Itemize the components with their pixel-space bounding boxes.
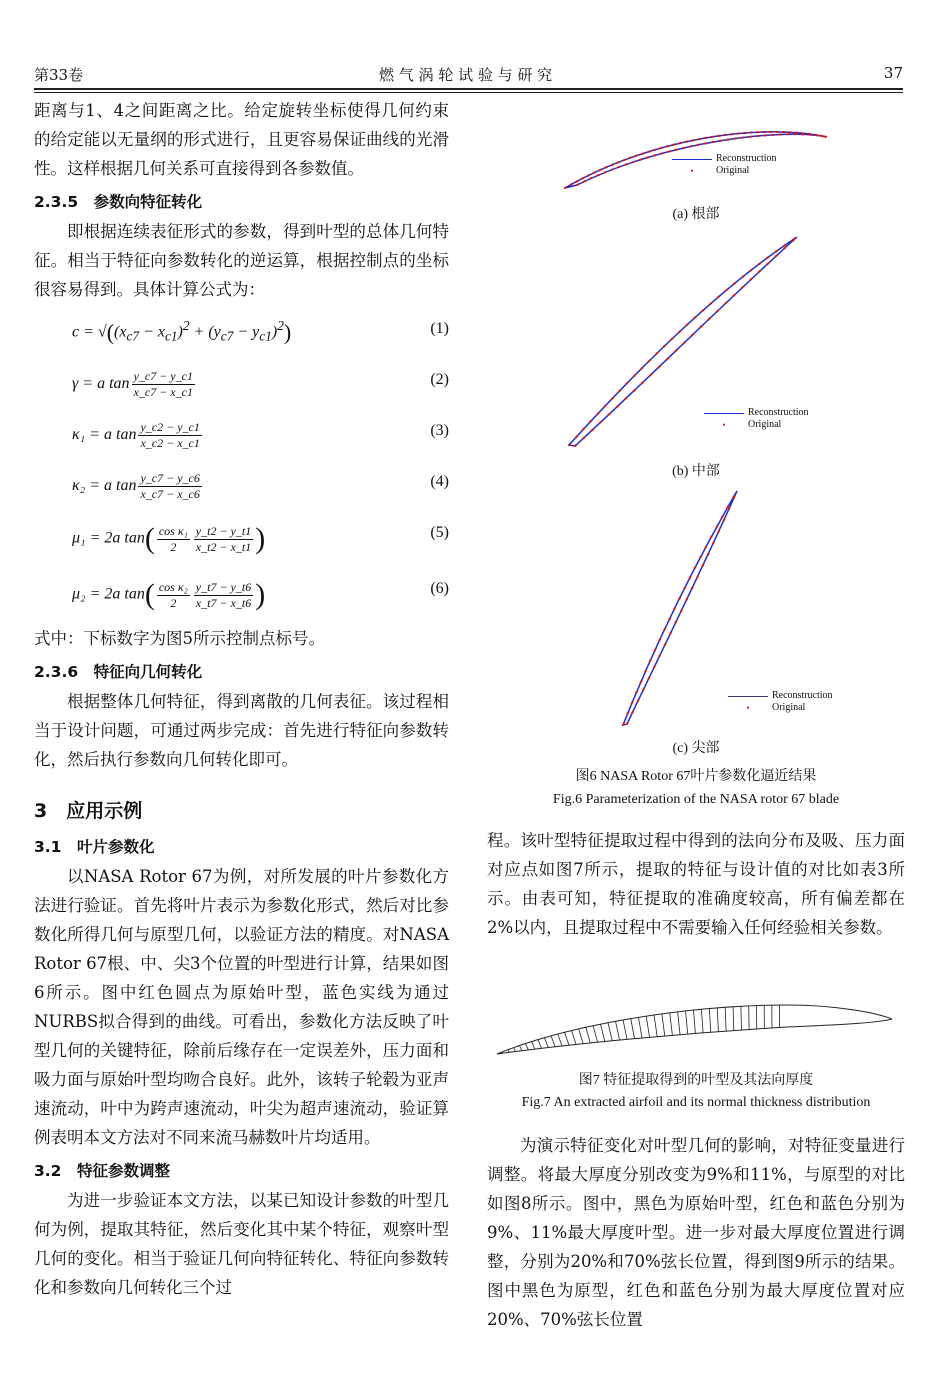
thickness-line — [593, 1026, 597, 1042]
section-heading-2-3-5: 2.3.5 参数向特征转化 — [34, 193, 203, 211]
thickness-line — [538, 1040, 542, 1049]
thickness-line — [601, 1024, 605, 1041]
paragraph: 以NASA Rotor 67为例，对所发展的叶片参数化方法进行验证。首先将叶片表示为参数化形式，然后对比参数化所得几何与原型几何，以验证方法的精度。对NASA Rotor 67根、中、尖3个位置的叶型进行计算，结果如图6所示。图中红色圆点为原始叶型，蓝色实线为通过NURBS拟合得到的曲线。可看出，参数化方法反映了叶型几何的关键特征，除前后缘存在一定误差外，压力面和吸力面与原始叶型均吻合良好。此外，该转子轮毂为亚声速流动，叶中为跨声速流动，叶尖为超声速流动，验证算例表明本文方法对不同来流马赫数叶片均适用。 — [34, 867, 449, 1147]
thickness-line — [631, 1019, 635, 1039]
thickness-line — [709, 1009, 710, 1033]
thickness-line — [519, 1046, 521, 1051]
left-column — [34, 96, 449, 1302]
equation-5: μ₁ = 2a tan( $\frac{\text{cos κ₁}}{2}$ $\frac{y\_t2 - y\_t1}{x\_t2 - x\_t1}$ ) (5) — [72, 522, 449, 555]
thickness-line — [551, 1036, 555, 1047]
paragraph: 为进一步验证本文方法，以某已知设计参数的叶型几何为例，提取其特征，然后变化其中某个特征，观察叶型几何的变化。相当于验证几何向特征转化、特征向参数转化和参数向几何转化三个过 — [34, 1191, 449, 1297]
header-rule-thin — [34, 92, 903, 93]
figure-7 — [487, 985, 905, 1120]
paragraph: 式中：下标数字为图5所示控制点标号。 — [34, 629, 325, 648]
fig7-caption-cn: 图7 特征提取得到的叶型及其法向厚度 — [578, 1073, 814, 1088]
thickness-line — [565, 1032, 569, 1045]
fig6b-sublabel: (b) 中部 — [672, 464, 720, 479]
thickness-line — [586, 1027, 590, 1043]
paragraph: 程。该叶型特征提取过程中得到的法向分布及吸、压力面对应点如图7所示，提取的特征与设计值的对比如表3所示。由表可知，特征提取的准确度较高，所有偏差都在2%以内，且提取过程中不需要输入任何经验相关参数。 — [487, 831, 905, 937]
thickness-line — [678, 1012, 680, 1035]
thickness-line — [623, 1020, 627, 1039]
thickness-line — [608, 1023, 612, 1041]
fig6c-airfoil — [623, 491, 737, 725]
thickness-line — [558, 1034, 562, 1046]
paragraph: 为演示特征变化对叶型几何的影响，对特征变量进行调整。将最大厚度分别改变为9%和11%，与原型的对比如图8所示。图中，黑色为原始叶型，红色和蓝色分别为9%、11%最大厚度叶型。进一步对最大厚度位置进行调整，分别为20%和70%弦长位置，得到图9所示的结果。图中黑色为原型，红色和蓝色分别为最大厚度位置对应20%、70%弦长位置 — [487, 1136, 905, 1329]
legend-line-swatch — [672, 159, 712, 160]
thickness-line — [615, 1021, 619, 1040]
section-heading-3-1: 3.1 叶片参数化 — [34, 838, 155, 856]
running-header — [34, 60, 903, 86]
equation-block — [34, 308, 449, 624]
fig6c-legend: Reconstruction • Original — [728, 690, 833, 714]
fig6-caption-cn: 图6 NASA Rotor 67叶片参数化逼近结果 — [575, 769, 817, 784]
fig6b-legend: Reconstruction • Original — [704, 407, 809, 431]
paragraph: 距离与1、4之间距离之比。给定旋转坐标使得几何约束的给定能以无量纲的形式进行，且更容易保证曲线的光滑性。这样根据几何关系可直接得到各参数值。 — [34, 101, 449, 178]
thickness-line — [579, 1029, 583, 1044]
thickness-line — [638, 1017, 642, 1038]
normal-thickness-lines — [502, 1005, 779, 1053]
equation-3: κ₁ = a tan $\frac{y\_c2 - y\_c1}{x\_c2 - x\_c1}$ (3) — [72, 420, 449, 450]
thickness-line — [693, 1010, 695, 1033]
figure-7-plot — [487, 985, 905, 1060]
equation-2: γ = a tan $\frac{y\_c7 - y\_c1}{x\_c7 - x\_c1}$ (2) — [72, 369, 449, 399]
header-rule — [34, 88, 903, 90]
thickness-line — [717, 1008, 718, 1032]
fig6a-legend: Reconstruction • Original — [672, 153, 777, 177]
thickness-line — [670, 1013, 673, 1035]
thickness-line — [662, 1014, 665, 1036]
thickness-line — [741, 1006, 742, 1030]
legend-dot-swatch: • — [690, 166, 694, 176]
thickness-line — [532, 1042, 535, 1050]
fig6-caption-en: Fig.6 Parameterization of the NASA rotor 67 blade — [552, 792, 840, 807]
paragraph: 根据整体几何特征，得到离散的几何表征。该过程相当于设计问题，可通过两步完成：首先进行特征向参数转化，然后执行参数向几何转化即可。 — [34, 692, 449, 769]
page-number: 37 — [883, 64, 903, 82]
equation-4: κ₂ = a tan $\frac{y\_c7 - y\_c6}{x\_c7 - x\_c6}$ (4) — [72, 471, 449, 501]
thickness-line — [646, 1016, 649, 1037]
fig6c-sublabel: (c) 尖部 — [672, 741, 720, 756]
thickness-line — [525, 1044, 528, 1050]
thickness-line — [701, 1009, 703, 1032]
fig7-caption-en: Fig.7 An extracted airfoil and its normal thickness distribution — [521, 1095, 871, 1110]
thickness-line — [686, 1011, 688, 1034]
thickness-line — [514, 1048, 516, 1052]
volume-label: 第33卷 — [34, 66, 84, 84]
section-heading-3: 3 应用示例 — [34, 800, 143, 822]
fig6a-sublabel: (a) 根部 — [672, 207, 720, 222]
right-column-top — [487, 826, 905, 942]
thickness-line — [725, 1007, 726, 1031]
thickness-line — [572, 1031, 576, 1045]
section-heading-2-3-6: 2.3.6 特征向几何转化 — [34, 663, 203, 681]
thickness-line — [733, 1007, 734, 1031]
paragraph: 即根据连续表征形式的参数，得到叶型的总体几何特征。相当于特征向参数转化的逆运算，根据控制点的坐标很容易得到。具体计算公式为： — [34, 222, 449, 299]
figure-6 — [487, 100, 905, 820]
journal-title: 燃 气 涡 轮 试 验 与 研 究 — [379, 66, 553, 84]
right-column-bottom — [487, 1131, 905, 1334]
thickness-line — [544, 1038, 548, 1048]
thickness-line — [654, 1015, 657, 1037]
equation-6: μ₂ = 2a tan( $\frac{\text{cos κ₂}}{2}$ $\frac{y\_t7 - y\_t6}{x\_t7 - x\_t6}$ ) (6) — [72, 578, 449, 611]
equation-1: $c = √((x_{c7} - x_{c1})^2 + (y_{c7} - y_{c1})^2)$ (1) — [72, 318, 449, 345]
section-heading-3-2: 3.2 特征参数调整 — [34, 1162, 170, 1180]
